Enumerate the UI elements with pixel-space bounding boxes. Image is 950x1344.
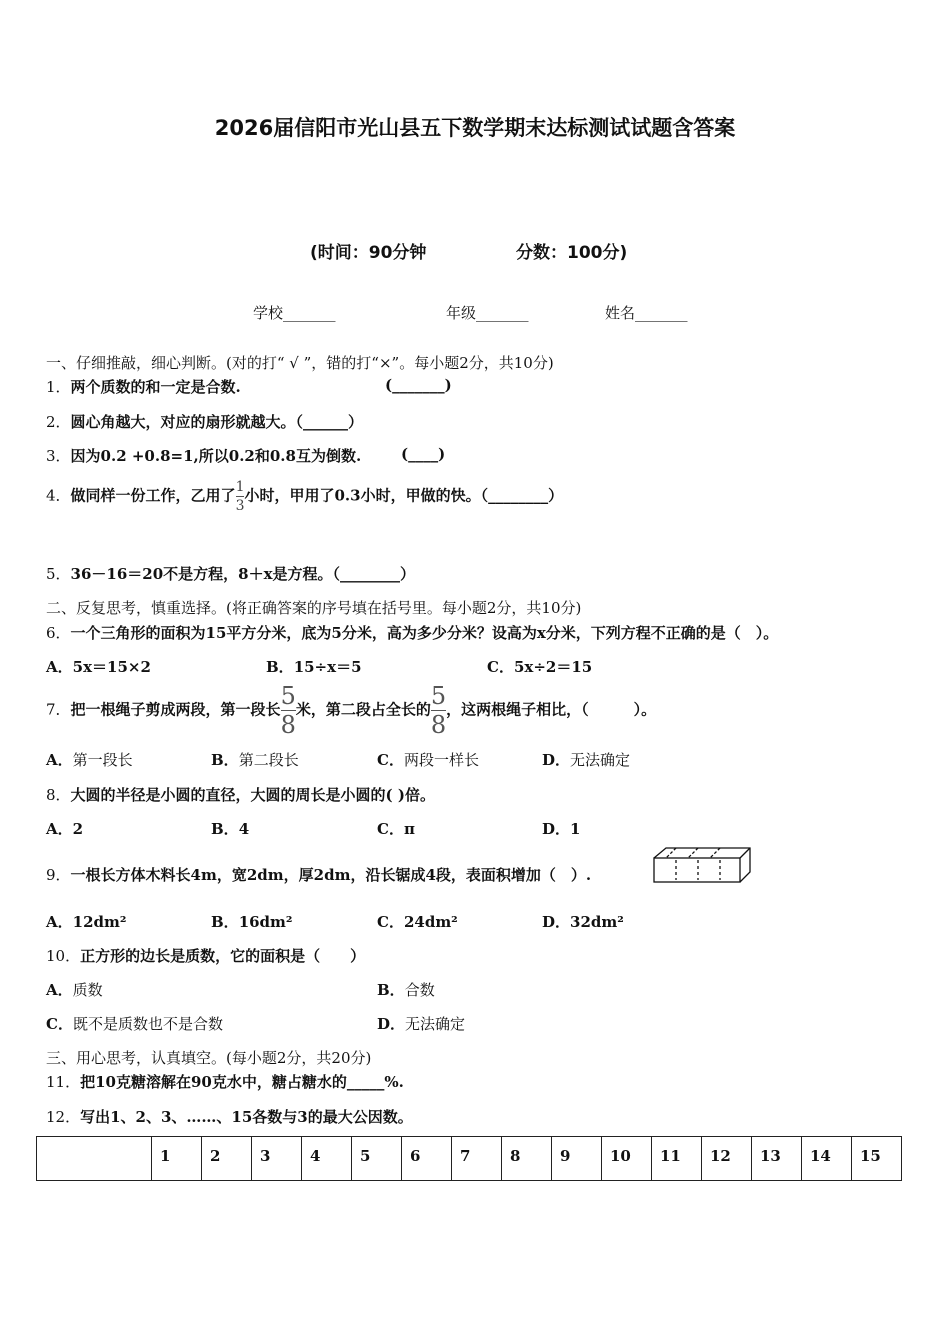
q10-number: 10． xyxy=(46,947,81,965)
table-cell: 14 xyxy=(802,1137,852,1181)
name-field: 姓名_______ xyxy=(605,304,688,322)
q5-number: 5． xyxy=(46,565,71,583)
q4-number: 4． xyxy=(46,486,71,505)
table-cell: 6 xyxy=(402,1137,452,1181)
q6-option-c: C．5x÷2＝15 xyxy=(487,658,593,676)
q8-option-b: B．4 xyxy=(211,820,250,838)
q6-text: 一个三角形的面积为15平方分米，底为5分米，高为多少分米？设高为x分米，下列方程不正确的是（ ）。 xyxy=(70,624,779,642)
section1-heading: 一、仔细推敲，细心判断。(对的打“ √ ”，错的打“×”。每小题2分，共10分) xyxy=(46,354,554,372)
section2-heading: 二、反复思考，慎重选择。(将正确答案的序号填在括号里。每小题2分，共10分) xyxy=(46,599,582,617)
q7-text-pre: 把一根绳子剪成两段，第一段长 xyxy=(70,700,281,719)
q1-text: 两个质数的和一定是合数. xyxy=(70,378,241,396)
gcd-table xyxy=(36,1136,902,1181)
q8-option-c: C．π xyxy=(377,820,415,838)
table-cell: 8 xyxy=(502,1137,552,1181)
q12-text: 写出1、2、3、……、15各数与3的最大公因数。 xyxy=(80,1108,413,1126)
q6-number: 6． xyxy=(46,624,71,642)
q7-fraction-2 xyxy=(431,684,446,737)
question-5 xyxy=(46,563,415,584)
table-cell: 10 xyxy=(602,1137,652,1181)
q7-frac2-denominator: 8 xyxy=(430,711,447,739)
table-cell: 15 xyxy=(852,1137,902,1181)
question-2 xyxy=(46,411,363,432)
q8-number: 8． xyxy=(46,786,71,804)
table-row xyxy=(37,1137,902,1181)
q4-frac-numerator: 1 xyxy=(235,479,245,495)
table-cell: 7 xyxy=(452,1137,502,1181)
q4-frac-denominator: 3 xyxy=(235,498,245,514)
q1-number: 1． xyxy=(46,378,71,396)
q7-fraction-1 xyxy=(281,684,296,737)
q10-option-d: D．无法确定 xyxy=(377,1015,466,1033)
q6-option-b: B．15÷x＝5 xyxy=(266,658,362,676)
table-cell: 13 xyxy=(752,1137,802,1181)
q2-number: 2． xyxy=(46,413,71,431)
table-cell: 3 xyxy=(252,1137,302,1181)
q8-option-d: D．1 xyxy=(542,820,581,838)
table-cell: 4 xyxy=(302,1137,352,1181)
q7-text-post: ，这两根绳子相比，（ ）。 xyxy=(446,700,657,719)
q11-text: 把10克糖溶解在90克水中，糖占糖水的_____%. xyxy=(80,1073,404,1091)
q7-option-a: A．第一段长 xyxy=(46,751,133,769)
q12-number: 12． xyxy=(46,1108,81,1126)
q10-option-c: C．既不是质数也不是合数 xyxy=(46,1015,223,1033)
q4-text-pre: 做同样一份工作，乙用了 xyxy=(70,486,236,505)
question-6 xyxy=(46,622,778,643)
q3-number: 3． xyxy=(46,447,71,465)
table-cell: 12 xyxy=(702,1137,752,1181)
q9-option-a: A．12dm² xyxy=(46,913,127,931)
q9-number: 9． xyxy=(46,866,71,884)
q6-option-a: A．5x＝15×2 xyxy=(46,658,151,676)
q7-frac1-denominator: 8 xyxy=(280,711,296,739)
table-cell: 9 xyxy=(552,1137,602,1181)
q7-frac2-numerator: 5 xyxy=(430,682,447,710)
q7-text-mid: 米，第二段占全长的 xyxy=(295,700,431,719)
question-9 xyxy=(46,864,591,885)
q9-text: 一根长方体木料长4m，宽2dm，厚2dm，沿长锯成4段，表面积增加（ ）. xyxy=(70,866,592,884)
q9-option-b: B．16dm² xyxy=(211,913,293,931)
question-3 xyxy=(46,445,361,466)
q9-option-d: D．32dm² xyxy=(542,913,624,931)
q10-text: 正方形的边长是质数，它的面积是（ ） xyxy=(80,947,366,965)
question-10 xyxy=(46,945,365,966)
q8-text: 大圆的半径是小圆的直径，大圆的周长是小圆的( )倍。 xyxy=(70,786,435,804)
question-7 xyxy=(46,684,656,737)
q10-option-a: A．质数 xyxy=(46,981,103,999)
exam-score: 分数：100分) xyxy=(516,243,628,263)
question-4 xyxy=(46,480,563,513)
question-8 xyxy=(46,784,435,805)
table-cell: 1 xyxy=(152,1137,202,1181)
page-title: 2026届信阳市光山县五下数学期末达标测试试题含答案 xyxy=(214,116,736,140)
question-1 xyxy=(46,376,241,397)
q8-option-a: A．2 xyxy=(46,820,84,838)
q7-option-c: C．两段一样长 xyxy=(377,751,479,769)
section3-heading: 三、用心思考，认真填空。(每小题2分，共20分) xyxy=(46,1049,372,1067)
table-cell xyxy=(37,1137,152,1181)
cuboid-diagram xyxy=(652,846,752,884)
school-field: 学校_______ xyxy=(253,304,336,322)
q7-option-d: D．无法确定 xyxy=(542,751,631,769)
q1-blank: (_______) xyxy=(385,376,452,394)
q7-frac1-numerator: 5 xyxy=(280,682,296,710)
q3-text: 因为0.2 +0.8=1,所以0.2和0.8互为倒数. xyxy=(70,447,362,465)
q3-blank: (____) xyxy=(401,445,446,463)
question-11 xyxy=(46,1071,404,1092)
q2-text: 圆心角越大，对应的扇形就越大。（______） xyxy=(70,413,364,431)
exam-time: (时间：90分钟 xyxy=(310,243,427,263)
q11-number: 11． xyxy=(46,1073,81,1091)
q7-number: 7． xyxy=(46,700,71,719)
q9-option-c: C．24dm² xyxy=(377,913,458,931)
table-cell: 5 xyxy=(352,1137,402,1181)
q10-option-b: B．合数 xyxy=(377,981,435,999)
table-cell: 11 xyxy=(652,1137,702,1181)
q7-option-b: B．第二段长 xyxy=(211,751,299,769)
q4-text-post: 小时，甲用了0.3小时，甲做的快。（________） xyxy=(244,486,564,505)
table-cell: 2 xyxy=(202,1137,252,1181)
question-12 xyxy=(46,1106,413,1127)
grade-field: 年级_______ xyxy=(446,304,529,322)
q5-text: 36－16＝20不是方程，8＋x是方程。（________） xyxy=(70,565,416,583)
